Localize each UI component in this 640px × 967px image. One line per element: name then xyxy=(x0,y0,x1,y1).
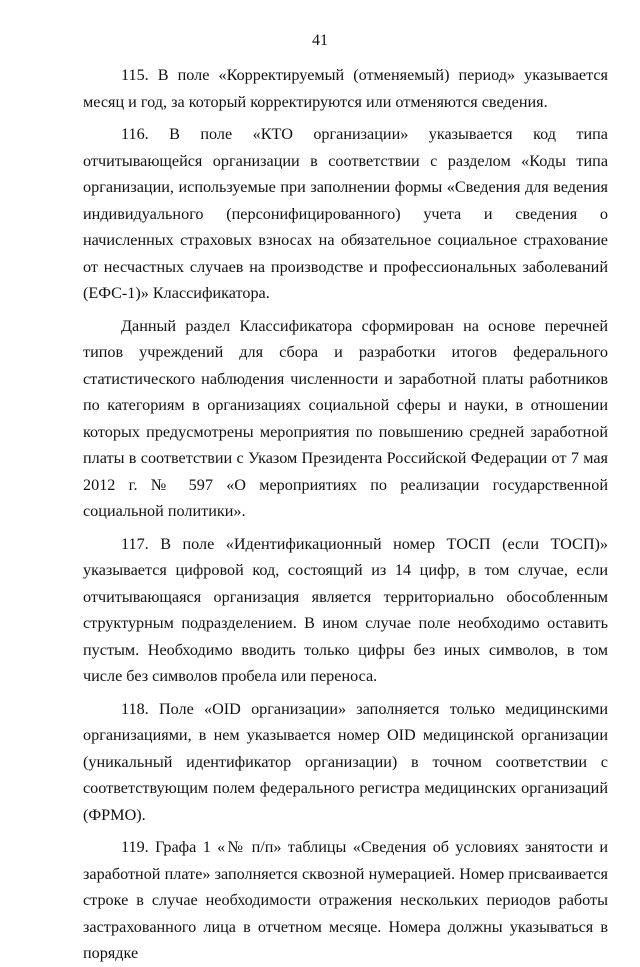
page-number: 41 xyxy=(312,32,328,49)
paragraph-116: 116. В поле «КТО организации» указывается код типа отчитывающейся организации в соответствии с разделом «Коды типа организации, используемые при заполнении формы «Сведения для ведения индивидуального (персонифицированного) учета и сведения о начисленных страховых взносах на обязательное социальное страхование от несчастных случаев на производстве и профессиональных заболеваний (ЕФС-1)» Классификатора. xyxy=(83,125,608,302)
paragraph-119: 119. Графа 1 «№ п/п» таблицы «Сведения об условиях занятости и заработной плате» заполняется сквозной нумерацией. Номер присваивается строке в случае необходимости отражения нескольких периодов работы застрахованного лица в отчетном месяце. Номера должны указываться в порядке xyxy=(83,838,608,962)
paragraph-118: 118. Поле «OID организации» заполняется только медицинскими организациями, в нем указывается номер OID медицинской организации (уникальный идентификатор организации) в точном соответствии с соответствующим полем федерального регистра медицинских организаций (ФРМО). xyxy=(83,699,608,824)
paragraph-117: 117. В поле «Идентификационный номер ТОСП (если ТОСП)» указывается цифровой код, состоящий из 14 цифр, в том случае, если отчитывающаяся организация является территориально обособленным структурным подразделением. В ином случае поле необходимо оставить пустым. Необходимо вводить только цифры без иных символов, в том числе без символов пробела или переноса. xyxy=(83,534,608,685)
document-body xyxy=(83,62,608,967)
paragraph-115: 115. В поле «Корректируемый (отменяемый) период» указывается месяц и год, за который корректируются или отменяются сведения. xyxy=(83,66,608,111)
paragraph-classifier-section: Данный раздел Классификатора сформирован на основе перечней типов учреждений для сбора и разработки итогов федерального статистического наблюдения численности и заработной платы работников по категориям в организациях социальной сферы и науки, в отношении которых предусмотрены мероприятия по повышению средней заработной платы в соответствии с Указом Президента Российской Федерации от 7 мая 2012 г. № 597 «О мероприятиях по реализации государственной социальной политики». xyxy=(83,316,608,520)
